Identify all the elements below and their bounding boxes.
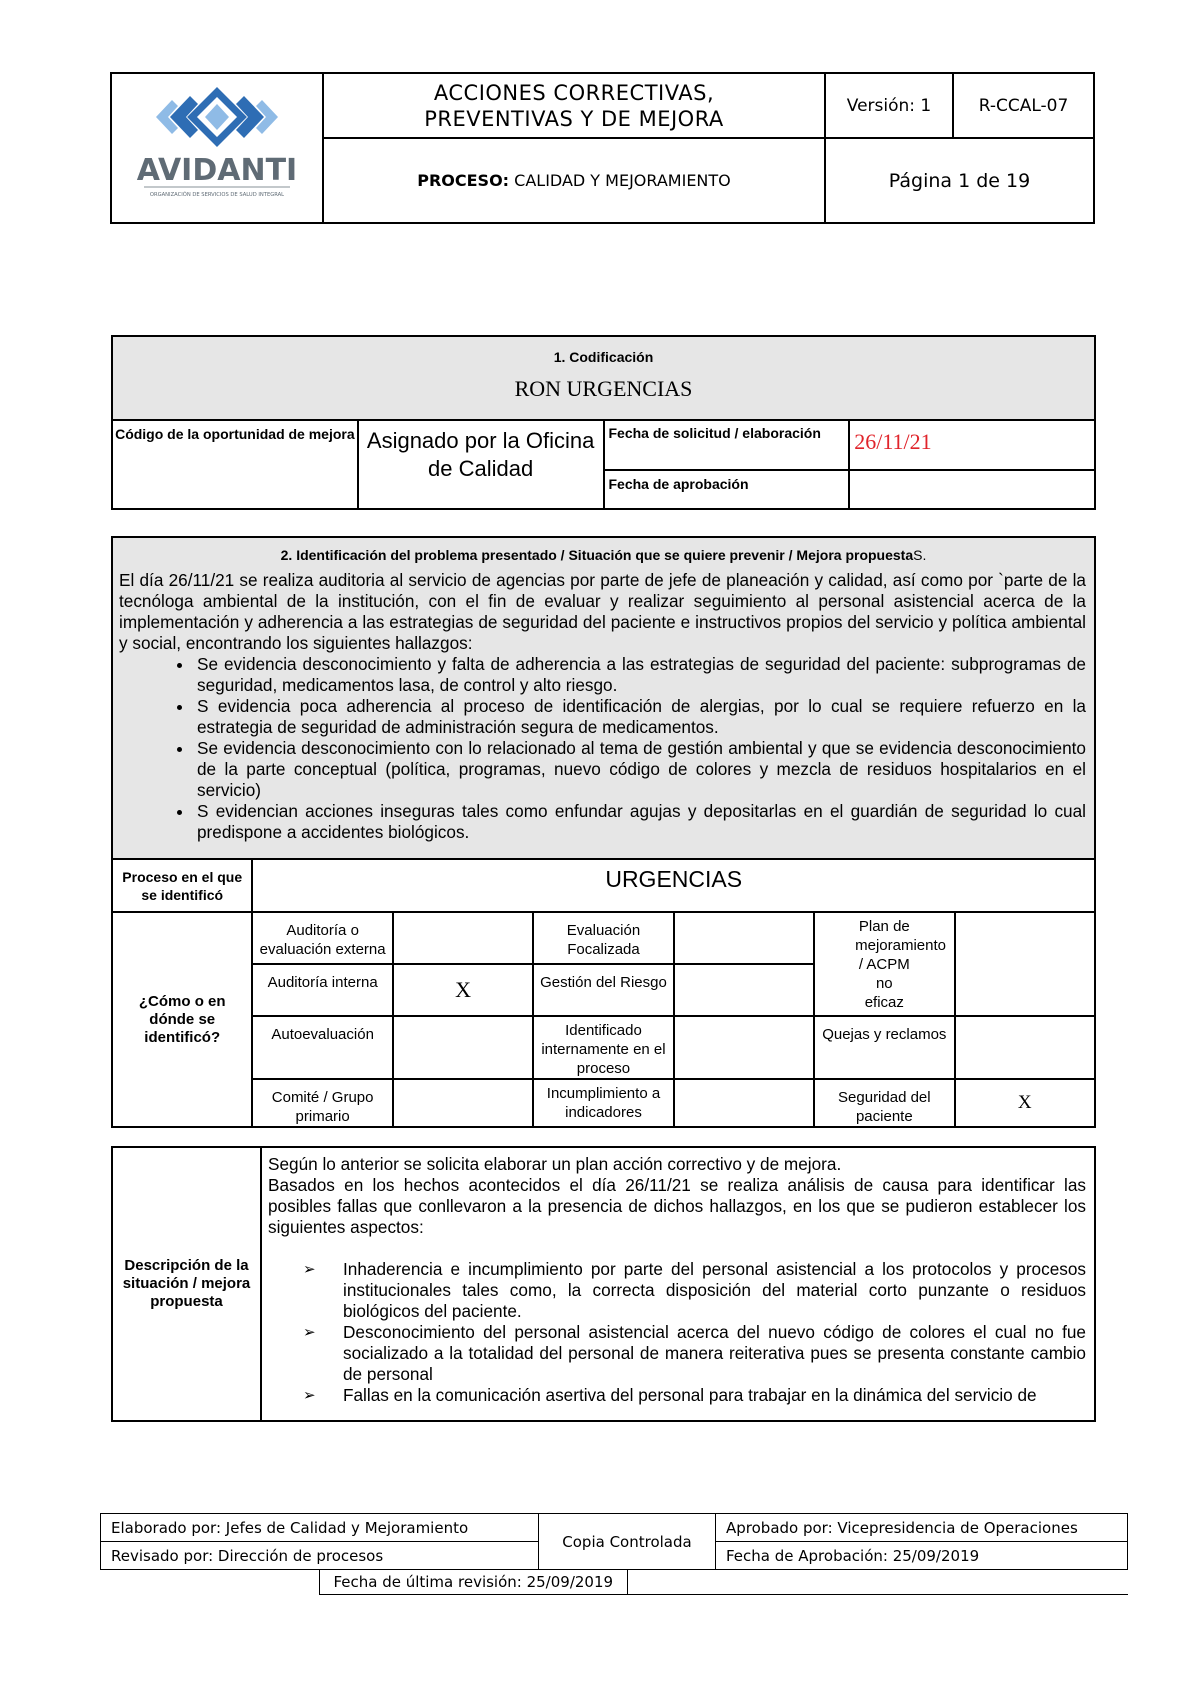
diamond-logo-icon [156, 92, 278, 142]
finding-item: • S evidencian acciones inseguras tales como enfundar agujas y depositarlas en el guardián de seguridad lo cual predispone a accidentes biológicos. [194, 801, 1086, 843]
problem-intro: El día 26/11/21 se realiza auditoria al servicio de agencias por parte de jefe de planeación y calidad, así como por `parte de la tecnóloga ambiental de la institución, con el fin de evaluar y realizar seguimiento al personal asistencial acerca de la implementación y adherencia a las estrategias de seguridad del paciente e instructivos propios del servicio y política ambiental y social, encontrando los siguientes hallazgos: [119, 570, 1086, 653]
section2-title-suffix: S. [913, 547, 927, 563]
mark-auditoria-interna: X [393, 964, 533, 1016]
mark-quejas [955, 1016, 1095, 1079]
mark-seguridad-paciente: X [955, 1079, 1095, 1127]
how-identified-label-cell [112, 912, 252, 1127]
footer-blank-right [627, 1570, 1128, 1595]
logo-wordmark: AVIDANTI [136, 152, 298, 188]
description-line-1: Según lo anterior se solicita elaborar un plan acción correctivo y de mejora. [268, 1154, 842, 1174]
option-identificado-internamente: Identificado internamente en el proceso [533, 1016, 673, 1079]
cause-item [303, 1385, 1086, 1406]
option-gestion-riesgo: Gestión del Riesgo [533, 964, 673, 1016]
process-identified-value: URGENCIAS [605, 866, 743, 892]
document-header [110, 72, 1095, 224]
cause-item [303, 1259, 1086, 1322]
mark-gestion-riesgo [674, 964, 814, 1016]
option-evaluacion-focalizada: Evaluación Focalizada [533, 912, 673, 964]
process-value: CALIDAD Y MEJORAMIENTO [514, 171, 731, 190]
code-label-cell [112, 420, 358, 509]
footer-ultima-revision: Fecha de última revisión: 25/09/2019 [320, 1570, 628, 1595]
section-identificacion [111, 536, 1096, 1128]
section1-subtitle: RON URGENCIAS [514, 376, 693, 401]
mark-evaluacion-focalizada [674, 912, 814, 964]
avidanti-logo [132, 86, 302, 206]
mark-comite [393, 1079, 533, 1127]
finding-item: • Se evidencia desconocimiento con lo relacionado al tema de gestión ambiental y que se evidencia desconocimiento de la parte conceptual (política, programas, nuevo código de colores y mezcla de residuos hospitalarios en el servicio) [194, 738, 1086, 801]
title-line-1: ACCIONES CORRECTIVAS, [433, 80, 715, 105]
cause-item [303, 1322, 1086, 1385]
finding-item: • S evidencia poca adherencia al proceso de identificación de alergias, por lo cual se requiere refuerzo en la estrategia de seguridad de administración segura de medicamentos. [194, 696, 1086, 738]
description-line-2: Basados en los hechos acontecidos el día 26/11/21 se realiza análisis de causa para identificar las posibles fallas que conllevaron a la presencia de dichos hallazgos, en los que se pudieron establecer los siguientes aspectos: [268, 1175, 1086, 1237]
request-date-label-cell [604, 420, 850, 470]
process-label: PROCESO: [417, 171, 510, 190]
cause-text: Fallas en la comunicación asertiva del personal para trabajar en la dinámica del servicio de [343, 1385, 1037, 1405]
page-number: Página 1 de 19 [825, 138, 1094, 223]
mark-autoevaluacion [393, 1016, 533, 1079]
process-identified-label-cell [112, 859, 252, 912]
section1-title: 1. Codificación [553, 349, 654, 365]
description-label: Descripción de la situación / mejora propuesta [122, 1257, 251, 1310]
option-comite: Comité / Grupo primario [252, 1079, 392, 1127]
option-autoevaluacion: Autoevaluación [252, 1016, 392, 1079]
version-cell: Versión: 1 [825, 73, 953, 138]
footer-aprobado: Aprobado por: Vicepresidencia de Operaciones [716, 1514, 1128, 1542]
cause-text: Inhaderencia e incumplimiento por parte del personal asistencial a los protocolos y procesos institucionales tales como, la correcta disposición del material corto punzante o residuos biológicos del paciente. [343, 1259, 1086, 1321]
option-seguridad-paciente: Seguridad del paciente [814, 1079, 954, 1127]
footer-copia: Copia Controlada [539, 1514, 716, 1570]
finding-item: • Se evidencia desconocimiento y falta de adherencia a las estrategias de seguridad del paciente: subprogramas de seguridad, medicamentos lasa, de control y alto riesgo. [194, 654, 1086, 696]
arrow-bullet-icon: ➢ [303, 1324, 316, 1341]
mark-auditoria-externa [393, 912, 533, 964]
footer-fecha-aprobacion: Fecha de Aprobación: 25/09/2019 [716, 1542, 1128, 1570]
description-content [261, 1147, 1095, 1421]
mark-incumplimiento [674, 1079, 814, 1127]
option-incumplimiento: Incumplimiento a indicadores [533, 1079, 673, 1127]
option-auditoria-interna: Auditoría interna [252, 964, 392, 1016]
section-codificacion [111, 335, 1096, 510]
code-value-cell [358, 420, 604, 509]
problem-text [113, 565, 1094, 847]
approval-date-value [849, 470, 1095, 509]
arrow-bullet-icon: ➢ [303, 1387, 316, 1404]
description-label-cell [112, 1147, 261, 1421]
code-value: Asignado por la Oficina de Calidad [366, 428, 595, 481]
footer-blank-left [101, 1570, 320, 1595]
problem-description [112, 537, 1095, 859]
title-line-2: PREVENTIVAS Y DE MEJORA [424, 106, 724, 131]
mark-plan-mejoramiento [955, 912, 1095, 1016]
mark-identificado-internamente [674, 1016, 814, 1079]
option-auditoria-externa: Auditoría o evaluación externa [252, 912, 392, 964]
approval-date-label-cell [604, 470, 850, 509]
cause-text: Desconocimiento del personal asistencial acerca del nuevo código de colores el cual no fue socializado a la totalidad del personal de manera reiterativa pues se presenta constante cambio de personal [343, 1322, 1086, 1384]
process-cell [323, 138, 825, 223]
arrow-bullet-icon: ➢ [303, 1261, 316, 1278]
option-quejas: Quejas y reclamos [814, 1016, 954, 1079]
plan-mejoramiento-label: Plan de mejoramiento / ACPM no eficaz [855, 917, 946, 1011]
how-identified-label: ¿Cómo o en dónde se identificó? [138, 992, 226, 1046]
causes-list [268, 1259, 1086, 1406]
code-cell: R-CCAL-07 [953, 73, 1094, 138]
request-date-value-cell [849, 420, 1095, 470]
footer-elaborado: Elaborado por: Jefes de Calidad y Mejoramiento [101, 1514, 539, 1542]
section-descripcion [111, 1146, 1096, 1422]
section2-title: 2. Identificación del problema presentado / Situación que se quiere prevenir / Mejora propuesta [280, 547, 914, 563]
request-date-value: 26/11/21 [854, 429, 932, 454]
document-footer [100, 1513, 1128, 1595]
request-date-label: Fecha de solicitud / elaboración [608, 425, 821, 441]
section2-title-row [113, 538, 1094, 565]
footer-revisado: Revisado por: Dirección de procesos [101, 1542, 539, 1570]
code-label: Código de la oportunidad de mejora [115, 426, 355, 442]
logo-cell [111, 73, 323, 223]
approval-date-label: Fecha de aprobación [608, 476, 749, 492]
process-identified-value-cell [252, 859, 1095, 912]
document-title [323, 73, 825, 138]
findings-list [119, 654, 1086, 843]
codificacion-header [112, 336, 1095, 420]
option-plan-mejoramiento [814, 912, 954, 1016]
process-identified-label: Proceso en el que se identificó [122, 868, 243, 903]
logo-tagline: ORGANIZACIÓN DE SERVICIOS DE SALUD INTEGRAL [149, 191, 285, 198]
